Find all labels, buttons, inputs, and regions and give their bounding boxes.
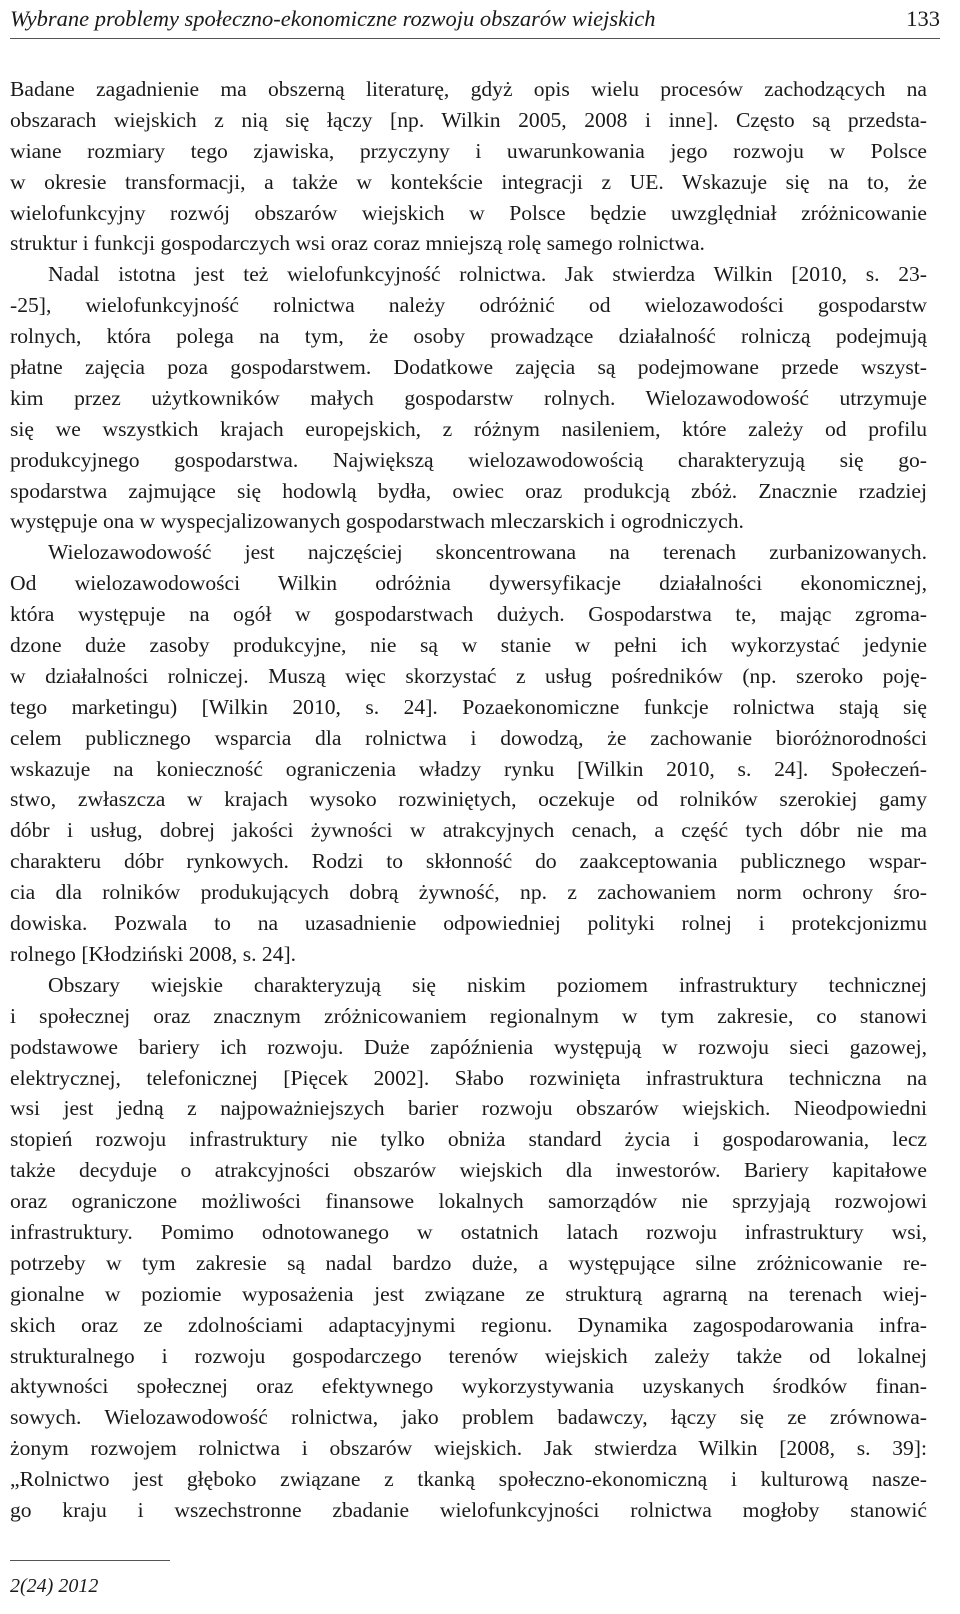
text-line: Nadal istotna jest też wielofunkcyjność rolnictwa. Jak stwierdza Wilkin [2010, s. 23-	[48, 262, 927, 287]
text-line: występuje ona w wyspecjalizowanych gospodarstwach mleczarskich i ogrodniczych.	[10, 509, 744, 534]
text-line: sowych. Wielozawodowość rolnictwa, jako problem badawczy, łączy się ze zrównowa-	[10, 1405, 927, 1430]
text-line: wielofunkcyjny rozwój obszarów wiejskich w Polsce będzie uwzględniał zróżnicowanie	[10, 200, 927, 225]
text-line: charakteru dóbr rynkowych. Rodzi to skłonność do zaakceptowania publicznego wspar-	[10, 849, 927, 874]
text-line: i społecznej oraz znacznym zróżnicowaniem regionalnym w tym zakresie, co stanowi	[10, 1003, 927, 1028]
text-line: cia dla rolników produkujących dobrą żywność, np. z zachowaniem norm ochrony śro-	[10, 880, 927, 905]
text-line: płatne zajęcia poza gospodarstwem. Dodatkowe zajęcia są podejmowane przede wszyst-	[10, 355, 927, 380]
text-line: potrzeby w tym zakresie są nadal bardzo duże, a występujące silne zróżnicowanie re-	[10, 1250, 927, 1275]
page-footer	[10, 1560, 940, 1599]
text-line: stwo, zwłaszcza w krajach wysoko rozwiniętych, oczekuje od rolników szerokiej gamy	[10, 787, 927, 812]
text-line: stopień rozwoju infrastruktury nie tylko obniża standard życia i gospodarowania, lecz	[10, 1127, 927, 1152]
page-number: 133	[906, 6, 940, 31]
text-line: się we wszystkich krajach europejskich, z różnym nasileniem, które zależy od profilu	[10, 416, 927, 441]
text-line: wskazuje na konieczność ograniczenia władzy rynku [Wilkin 2010, s. 24]. Społeczeń-	[10, 756, 927, 781]
text-line: podstawowe bariery ich rozwoju. Duże zapóźnienia występują w rozwoju sieci gazowej,	[10, 1034, 927, 1059]
text-line: w działalności rolniczej. Muszą więc skorzystać z usług pośredników (np. szeroko poję-	[10, 663, 927, 688]
text-line: wiane rozmiary tego zjawiska, przyczyny i uwarunkowania jego rozwoju w Polsce	[10, 138, 927, 163]
text-line: celem publicznego wsparcia dla rolnictwa i dowodzą, że zachowanie bioróżnorodności	[10, 725, 927, 750]
text-line: go kraju i wszechstronne zbadanie wielofunkcyjności rolnictwa mogłoby stanowić	[10, 1497, 927, 1522]
text-line: dóbr i usług, dobrej jakości żywności w atrakcyjnych cenach, a część tych dóbr nie ma	[10, 818, 927, 843]
text-line: dzone duże zasoby produkcyjne, nie są w stanie w pełni ich wykorzystać jedynie	[10, 633, 927, 658]
body-text	[10, 74, 927, 1557]
text-line: kim przez użytkowników małych gospodarstw rolnych. Wielozawodowość utrzymuje	[10, 385, 927, 410]
text-line: dowiska. Pozwala to na uzasadnienie odpowiedniej polityki rolnej i protekcjonizmu	[10, 911, 927, 936]
text-line: oraz ograniczone możliwości finansowe lokalnych samorządów nie sprzyjają rozwojowi	[10, 1189, 927, 1214]
text-line: która występuje na ogół w gospodarstwach dużych. Gospodarstwa te, mając zgroma-	[10, 602, 927, 627]
text-line	[10, 1526, 927, 1557]
text-line: struktur i funkcji gospodarczych wsi oraz coraz mniejszą rolę samego rolnictwa.	[10, 231, 705, 256]
text-line: strukturalnego i rozwoju gospodarczego terenów wiejskich zależy także od lokalnej	[10, 1343, 927, 1368]
text-line: infrastruktury. Pomimo odnotowanego w ostatnich latach rozwoju infrastruktury wsi,	[10, 1219, 927, 1244]
issue-number: 2(24) 2012	[10, 1575, 99, 1597]
footer-rule	[10, 1560, 170, 1561]
text-line: Obszary wiejskie charakteryzują się niskim poziomem infrastruktury technicznej	[48, 972, 927, 997]
text-line: Od wielozawodowości Wilkin odróżnia dywersyfikacje działalności ekonomicznej,	[10, 571, 927, 596]
text-line: żonym rozwojem rolnictwa i obszarów wiejskich. Jak stwierdza Wilkin [2008, s. 39]:	[10, 1436, 927, 1461]
text-line: wsi jest jedną z najpoważniejszych barier rozwoju obszarów wiejskich. Nieodpowiedni	[10, 1096, 927, 1121]
text-line: produkcyjnego gospodarstwa. Największą wielozawodowością charakteryzują się go-	[10, 447, 927, 472]
text-line: elektrycznej, telefonicznej [Pięcek 2002]. Słabo rozwinięta infrastruktura techniczna na	[10, 1065, 927, 1090]
text-line: gionalne w poziomie wyposażenia jest związane ze strukturą agrarną na terenach wiej-	[10, 1281, 927, 1306]
running-header	[10, 4, 940, 39]
text-line: aktywności społecznej oraz efektywnego wykorzystywania uzyskanych środków finan-	[10, 1374, 927, 1399]
text-line: Badane zagadnienie ma obszerną literaturę, gdyż opis wielu procesów zachodzących na	[10, 77, 927, 101]
text-line: spodarstwa zajmujące się hodowlą bydła, owiec oraz produkcją zbóż. Znacznie rzadziej	[10, 478, 927, 503]
running-title: Wybrane problemy społeczno-ekonomiczne rozwoju obszarów wiejskich	[10, 6, 656, 31]
text-line: rolnego [Kłodziński 2008, s. 24].	[10, 941, 297, 966]
text-line: rolnych, która polega na tym, że osoby prowadzące działalność rolniczą podejmują	[10, 324, 927, 349]
text-line: także decyduje o atrakcyjności obszarów wiejskich dla inwestorów. Bariery kapitałowe	[10, 1158, 927, 1183]
text-line: -25], wielofunkcyjność rolnictwa należy odróżnić od wielozawodości gospodarstw	[10, 293, 927, 318]
text-line: obszarach wiejskich z nią się łączy [np. Wilkin 2005, 2008 i inne]. Często są przedsta-	[10, 107, 927, 132]
text-line: w okresie transformacji, a także w kontekście integracji z UE. Wskazuje się na to, że	[10, 169, 927, 194]
text-line: skich oraz ze zdolnościami adaptacyjnymi regionu. Dynamika zagospodarowania infra-	[10, 1312, 927, 1337]
text-line: tego marketingu) [Wilkin 2010, s. 24]. Pozaekonomiczne funkcje rolnictwa stają się	[10, 694, 927, 719]
text-line: „Rolnictwo jest głęboko związane z tkanką społeczno-ekonomiczną i kulturową nasze-	[10, 1467, 927, 1492]
text-line: Wielozawodowość jest najczęściej skoncentrowana na terenach zurbanizowanych.	[48, 540, 927, 565]
